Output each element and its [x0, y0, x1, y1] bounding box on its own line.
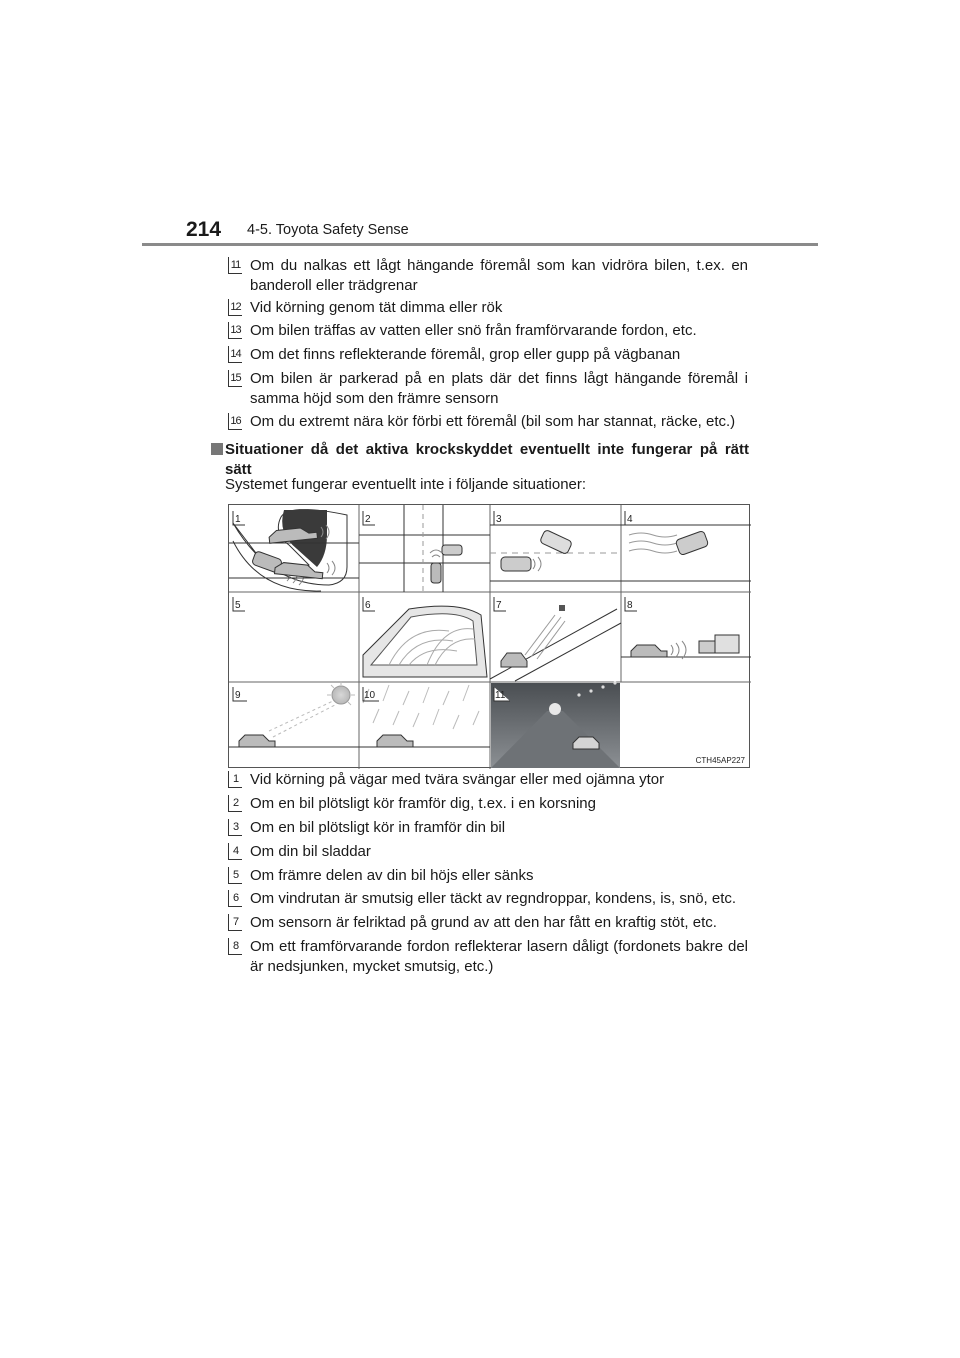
list-item [228, 321, 748, 341]
item-number-badge: 16 [228, 413, 242, 430]
list-item [228, 794, 748, 814]
item-number-badge: 1 [228, 771, 242, 788]
item-number-badge: 6 [228, 890, 242, 907]
list-item-text: Vid körning på vägar med tvära svängar eller med ojämna ytor [250, 771, 665, 788]
list-item-text: Om främre delen av din bil höjs eller sänks [250, 867, 534, 884]
panel-4-skid [621, 525, 751, 581]
list-item-text: Om ett framförvarande fordon reflekterar lasern dåligt (fordonets bakre del är nedsjunken, mycket smutsig, etc.) [250, 938, 748, 975]
list-item [228, 937, 748, 977]
item-number-badge: 8 [228, 938, 242, 955]
panel-badge [363, 597, 375, 611]
panel-badge [625, 511, 637, 525]
panel-3-cut-in [490, 525, 621, 581]
panel-10-heavy-rain [359, 685, 490, 747]
list-item [228, 842, 748, 862]
list-item [228, 298, 748, 318]
panel-number: 4 [627, 514, 633, 525]
item-number-badge: 5 [228, 867, 242, 884]
panel-badge [494, 597, 506, 611]
list-item [228, 770, 748, 790]
header-rule [142, 243, 818, 246]
item-number-badge: 11 [228, 257, 242, 274]
list-item [228, 345, 748, 365]
figure-code: CTH45AP227 [695, 756, 745, 765]
panel-badge [363, 687, 379, 701]
panel-2-intersection [359, 505, 490, 592]
panel-6-windshield [363, 606, 487, 677]
list-item-text: Om bilen träffas av vatten eller snö från framförvarande fordon, etc. [250, 322, 697, 339]
panel-number: 1 [235, 514, 241, 525]
item-number-badge: 12 [228, 299, 242, 316]
item-number-badge: 13 [228, 322, 242, 339]
heading-square-icon [211, 443, 223, 455]
panel-badge [233, 597, 245, 611]
item-number-badge: 2 [228, 795, 242, 812]
item-number-badge: 3 [228, 819, 242, 836]
item-number-badge: 14 [228, 346, 242, 363]
panel-number: 7 [496, 600, 502, 611]
list-item-text: Om en bil plötsligt kör in framför din bil [250, 819, 506, 836]
panel-badge [233, 511, 245, 525]
panel-number: 6 [365, 600, 371, 611]
panel-number: 3 [496, 514, 502, 525]
list-item [228, 256, 748, 296]
list-item-text: Om bilen är parkerad på en plats där det finns lågt hängande föremål i samma höjd som den främre sensorn [250, 370, 748, 407]
list-item [228, 913, 748, 933]
list-item-text: Om din bil sladdar [250, 843, 371, 860]
list-item-text: Om vindrutan är smutsig eller täckt av regndroppar, kondens, is, snö, etc. [250, 890, 737, 907]
panel-badge [363, 511, 375, 525]
item-number-badge: 15 [228, 370, 242, 387]
panel-badge [494, 511, 506, 525]
panel-number: 8 [627, 600, 633, 611]
panel-number: 11 [495, 690, 506, 701]
panel-number: 10 [364, 690, 376, 701]
list-item-text: Om du nalkas ett lågt hängande föremål som kan vidröra bilen, t.ex. en banderoll eller trädgrenar [250, 257, 748, 294]
panel-badge [233, 687, 247, 701]
list-item [228, 818, 748, 838]
section-heading [211, 440, 749, 480]
list-item-text: Om sensorn är felriktad på grund av att den har fått en kraftig stöt, etc. [250, 914, 717, 931]
list-item-text: Om det finns reflekterande föremål, grop eller gupp på vägbanan [250, 346, 681, 363]
list-item [228, 412, 748, 432]
section-intro: Systemet fungerar eventuellt inte i följande situationer: [225, 476, 587, 493]
panel-number: 5 [235, 600, 241, 611]
list-item-text: Om du extremt nära kör förbi ett föremål (bil som har stannat, räcke, etc.) [250, 413, 736, 430]
list-item-text: Vid körning genom tät dimma eller rök [250, 299, 503, 316]
page-number: 214 [186, 218, 222, 241]
panel-1-sharp-curve [233, 509, 347, 591]
section-heading-text: Situationer då det aktiva krockskyddet eventuellt inte fungerar på rätt sätt [225, 441, 749, 478]
section-title: 4-5. Toyota Safety Sense [247, 222, 409, 238]
list-item-text: Om en bil plötsligt kör framför dig, t.ex. i en korsning [250, 795, 596, 812]
list-item [228, 889, 748, 909]
panel-number: 9 [235, 690, 241, 701]
list-item [228, 866, 748, 886]
illustration-figure [228, 504, 750, 768]
item-number-badge: 7 [228, 914, 242, 931]
panel-number: 2 [365, 514, 371, 525]
item-number-badge: 4 [228, 843, 242, 860]
panel-9-sun-glare [229, 681, 359, 747]
panel-7-sensor-misaligned [490, 605, 621, 681]
page-header [0, 0, 960, 250]
panel-11-tunnel [491, 681, 620, 768]
panel-8-truck [621, 635, 751, 659]
illustration-grid [229, 505, 751, 769]
list-item [228, 369, 748, 409]
panel-badge [625, 597, 637, 611]
